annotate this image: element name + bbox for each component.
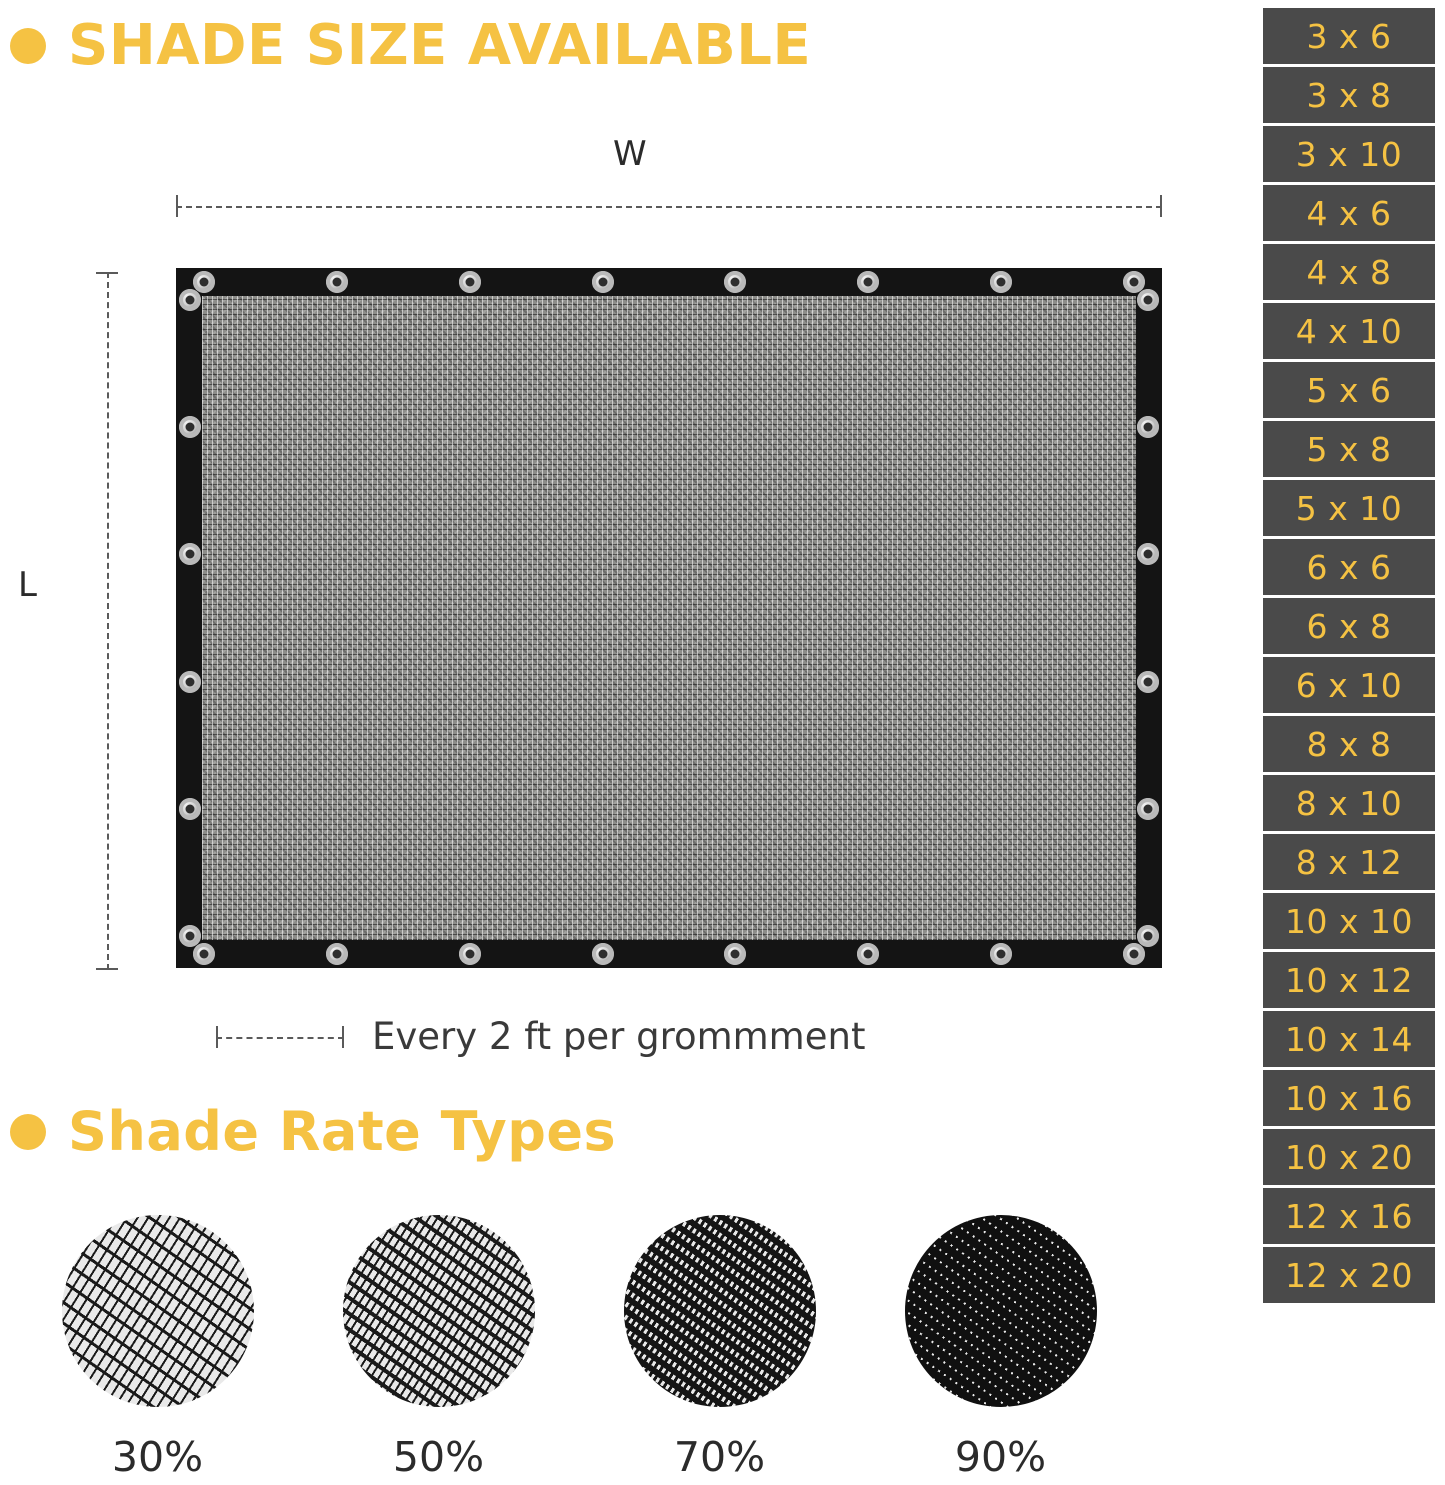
- shade-rate-label: 50%: [392, 1433, 485, 1481]
- size-chip[interactable]: 8 x 8: [1263, 716, 1435, 772]
- size-chip[interactable]: 8 x 12: [1263, 834, 1435, 890]
- grommet-spacing-note: [216, 1015, 865, 1058]
- grommet-icon: [1137, 543, 1159, 565]
- grommet-icon: [459, 943, 481, 965]
- grommet-icon: [1123, 943, 1145, 965]
- width-dimension-tick-left: [176, 195, 178, 217]
- shade-rate-swatch: [624, 1215, 816, 1407]
- grommet-icon: [1137, 798, 1159, 820]
- size-chip[interactable]: 3 x 8: [1263, 67, 1435, 123]
- size-chip[interactable]: 6 x 6: [1263, 539, 1435, 595]
- size-chip[interactable]: 6 x 8: [1263, 598, 1435, 654]
- grommet-icon: [592, 943, 614, 965]
- length-dimension-tick-bottom: [96, 968, 118, 970]
- grommet-icon: [990, 271, 1012, 293]
- heading-shade-size: [10, 13, 812, 78]
- grommet-icon: [326, 271, 348, 293]
- grommet-icon: [179, 289, 201, 311]
- size-chip[interactable]: 3 x 6: [1263, 8, 1435, 64]
- grommet-icon: [179, 416, 201, 438]
- shade-rate-label: 30%: [111, 1433, 204, 1481]
- grommet-icon: [179, 671, 201, 693]
- shade-rate-item: [60, 1215, 255, 1481]
- size-list: [1263, 8, 1435, 1303]
- grommet-icon: [1137, 671, 1159, 693]
- heading-shade-rate: [10, 1100, 617, 1163]
- grommet-icon: [990, 943, 1012, 965]
- shade-rate-item: [903, 1215, 1098, 1481]
- shade-panel-diagram: [0, 110, 1240, 1070]
- heading-shade-rate-label: Shade Rate Types: [68, 1100, 617, 1163]
- grommet-spacing-text: Every 2 ft per grommment: [372, 1015, 866, 1058]
- grommet-icon: [592, 271, 614, 293]
- size-chip[interactable]: 4 x 6: [1263, 185, 1435, 241]
- size-chip[interactable]: 10 x 20: [1263, 1129, 1435, 1185]
- shade-rate-list: [60, 1215, 1210, 1481]
- grommet-icon: [857, 943, 879, 965]
- shade-cloth-mesh: [202, 296, 1136, 940]
- grommet-spacing-dash: [216, 1037, 344, 1039]
- length-dimension-line: [96, 272, 118, 970]
- width-dimension-tick-right: [1160, 195, 1162, 217]
- shade-rate-swatch: [343, 1215, 535, 1407]
- grommet-icon: [724, 271, 746, 293]
- size-chip[interactable]: 10 x 10: [1263, 893, 1435, 949]
- grommet-icon: [179, 798, 201, 820]
- length-dimension-dash: [107, 272, 109, 970]
- size-chip[interactable]: 8 x 10: [1263, 775, 1435, 831]
- shade-rate-item: [622, 1215, 817, 1481]
- shade-rate-item: [341, 1215, 536, 1481]
- shade-cloth-panel: [176, 268, 1162, 968]
- size-chip[interactable]: 6 x 10: [1263, 657, 1435, 713]
- size-chip[interactable]: 5 x 8: [1263, 421, 1435, 477]
- grommet-icon: [724, 943, 746, 965]
- size-chip[interactable]: 3 x 10: [1263, 126, 1435, 182]
- grommet-icon: [1137, 416, 1159, 438]
- width-dimension-dash: [176, 206, 1162, 208]
- bullet-dot-icon: [10, 28, 46, 64]
- size-chip[interactable]: 10 x 16: [1263, 1070, 1435, 1126]
- width-dimension-line: [176, 195, 1162, 217]
- grommet-icon: [179, 925, 201, 947]
- shade-rate-label: 90%: [954, 1433, 1047, 1481]
- shade-rate-swatch: [905, 1215, 1097, 1407]
- width-dimension-label: W: [613, 134, 647, 174]
- shade-rate-label: 70%: [673, 1433, 766, 1481]
- grommet-icon: [179, 543, 201, 565]
- size-chip[interactable]: 10 x 14: [1263, 1011, 1435, 1067]
- size-chip[interactable]: 4 x 8: [1263, 244, 1435, 300]
- heading-shade-size-label: SHADE SIZE AVAILABLE: [68, 13, 812, 78]
- grommet-icon: [1137, 289, 1159, 311]
- grommet-icon: [326, 943, 348, 965]
- length-dimension-tick-top: [96, 272, 118, 274]
- size-chip[interactable]: 5 x 10: [1263, 480, 1435, 536]
- grommet-spacing-tick-left: [216, 1026, 218, 1048]
- grommet-icon: [857, 271, 879, 293]
- grommet-icon: [193, 943, 215, 965]
- size-chip[interactable]: 4 x 10: [1263, 303, 1435, 359]
- grommet-spacing-dimension: [216, 1026, 344, 1048]
- grommet-icon: [459, 271, 481, 293]
- size-chip[interactable]: 12 x 20: [1263, 1247, 1435, 1303]
- shade-rate-swatch: [62, 1215, 254, 1407]
- size-chip[interactable]: 12 x 16: [1263, 1188, 1435, 1244]
- size-chip[interactable]: 5 x 6: [1263, 362, 1435, 418]
- length-dimension-label: L: [18, 565, 37, 605]
- grommet-icon: [193, 271, 215, 293]
- size-chip[interactable]: 10 x 12: [1263, 952, 1435, 1008]
- bullet-dot-icon: [10, 1114, 46, 1150]
- grommet-icon: [1137, 925, 1159, 947]
- grommet-spacing-tick-right: [342, 1026, 344, 1048]
